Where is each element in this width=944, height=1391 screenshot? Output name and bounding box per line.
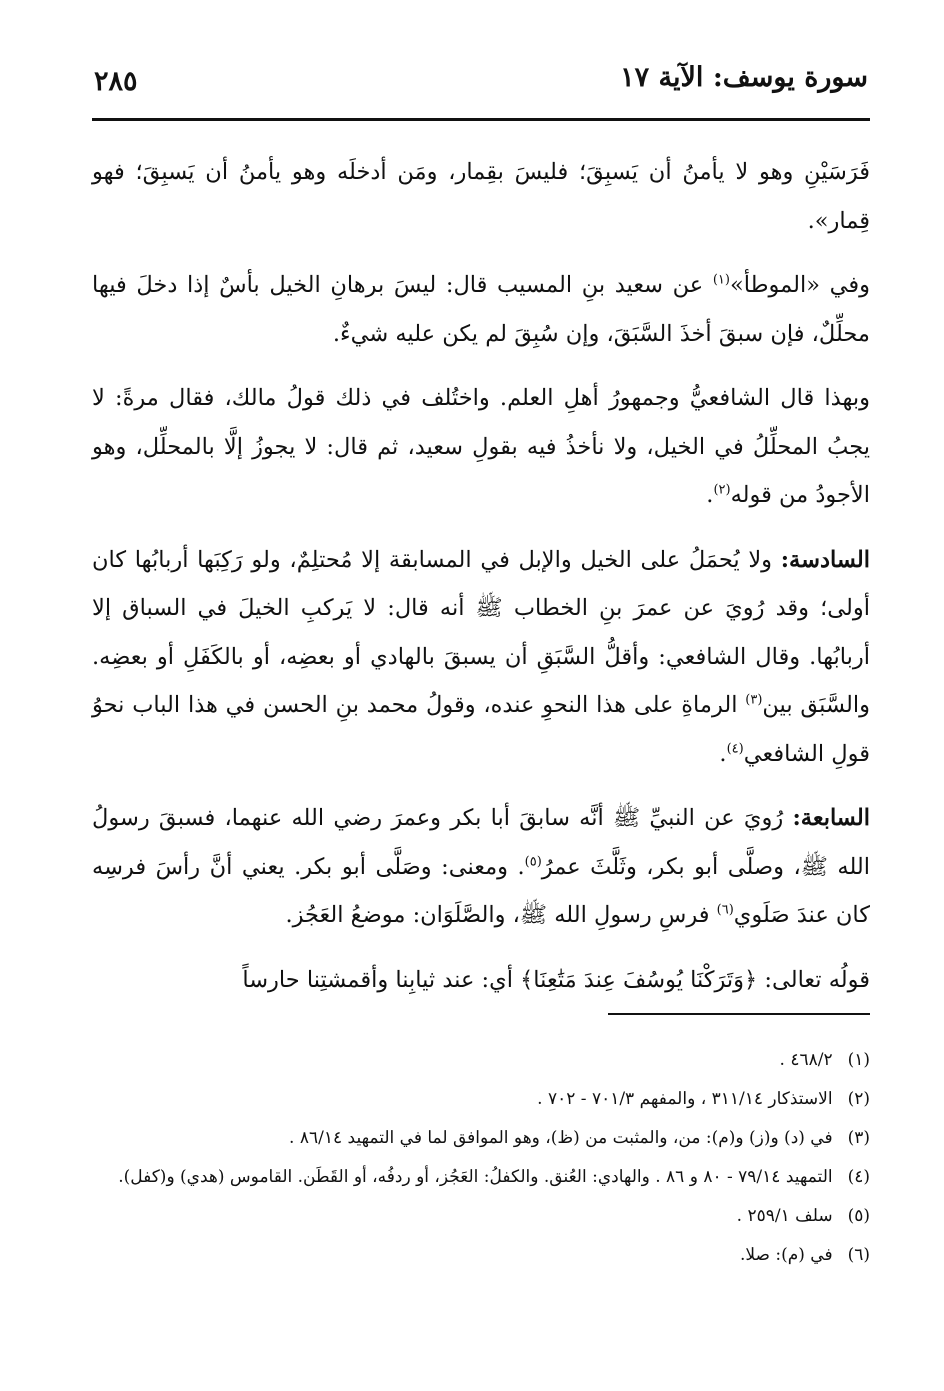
- paragraph-text: فَرَسَيْنِ وهو لا يأمنُ أن يَسبِقَ؛ فليسَ بقِمار، ومَن أدخلَه وهو يأمنُ أن يَسبِقَ؛ فهو قِمار».: [92, 159, 870, 234]
- paragraph-text: الرماةِ على هذا النحوِ عنده، وقولُ محمد بنِ الحسن في هذا الباب نحوُ قولِ الشافعي: [92, 692, 870, 767]
- footnote-ref-4[interactable]: (٤): [726, 741, 744, 756]
- paragraph-3: [92, 374, 870, 520]
- paragraph-text: فرسِ رسولِ الله ﷺ، والصَّلَوَان: موضعُ العَجُز.: [285, 902, 717, 928]
- footnote-number: (١): [847, 1050, 870, 1070]
- footnote-text: التمهيد ٧٩/١٤ - ٨٠ و ٨٦ . والهادي: العُنق. والكفلُ: العَجُز، أو ردفُه، أو القَطَن. القاموس (هدي) و(كفل).: [118, 1167, 833, 1187]
- paragraph-text: قولُه تعالى: ﴿وَتَرَكْنَا يُوسُفَ عِندَ مَتَٰعِنَا﴾ أي: عند ثيابِنا وأقمشتِنا حارساً: [242, 966, 870, 993]
- paragraph-2: [92, 261, 870, 358]
- footnote-text: الاستذكار ٣١١/١٤ ، والمفهم ٧٠١/٣ - ٧٠٢ .: [537, 1089, 833, 1109]
- running-title: سورة يوسف: الآية ١٧: [620, 62, 868, 93]
- page-number: ٢٨٥: [94, 66, 138, 97]
- paragraph-text: ولا يُحمَلُ على الخيل والإبل في المسابقة إلا مُحتلِمٌ، ولو رَكِبَها أربابُها كان أولى؛ وقد رُويَ عن عمرَ بنِ الخطاب ﷺ أنه قال: لا يَركبِ الخيلَ في السباق إلا أربابُها. وقال الشافعي: وأقلُّ السَّبَقِ أن يسبقَ بالهادي أو بعضِه، أو بالكَفَلِ أو بعضِه. والسَّبَق بين: [92, 546, 870, 718]
- footnote-text: في (د) و(ز) و(م): من، والمثبت من (ظ)، وهو الموافق لما في التمهيد ٨٦/١٤ .: [289, 1128, 833, 1148]
- footnotes: [100, 1044, 870, 1278]
- running-header: [92, 62, 868, 120]
- paragraph-text: . ومعنى: وصَلَّى أبو بكر. يعني أنَّ رأسَ فرسِه كان عندَ صَلَوي: [92, 853, 870, 928]
- footnote-text: في (م): صلا.: [739, 1245, 833, 1265]
- paragraph-5: [92, 794, 870, 940]
- section-heading-sixth: السادسة:: [780, 546, 870, 573]
- paragraph-text: وبهذا قال الشافعيُّ وجمهورُ أهلِ العلم. واختُلف في ذلك قولُ مالك، فقال مرةً: لا يجبُ المحلِّلُ في الخيل، ولا نأخذُ فيه بقولِ سعيد، ثم قال: لا يجوزُ إلَّا بالمحلِّل، وهو الأجودُ من قوله: [92, 385, 870, 508]
- header-rule: [92, 118, 870, 121]
- footnote-number: (٥): [847, 1206, 870, 1226]
- footnote-6: [100, 1239, 870, 1272]
- paragraph-text: .: [706, 482, 714, 508]
- footnote-ref-3[interactable]: (٣): [745, 692, 763, 708]
- paragraph-text: رُويَ عن النبيِّ ﷺ أنَّه سابقَ أبا بكر وعمرَ رضي الله عنهما، فسبقَ رسولُ الله ﷺ، وصلَّى أبو بكر، وثَلَّثَ عمرُ: [92, 805, 870, 880]
- footnote-number: (٢): [847, 1089, 870, 1109]
- paragraph-text: .: [719, 740, 727, 767]
- footnote-number: (٦): [847, 1245, 870, 1265]
- footnote-1: [100, 1044, 870, 1077]
- footnote-divider: [608, 1013, 870, 1015]
- footnote-text: سلف ٢٥٩/١ .: [736, 1206, 833, 1226]
- paragraph-text: عن سعيد بنِ المسيب قال: ليسَ برهانِ الخيل بأسٌ إذا دخلَ فيها محلِّلٌ، فإن سبقَ أخذَ السَّبَقَ، وإن سُبِقَ لم يكن عليه شيءٌ.: [92, 272, 870, 347]
- footnote-text: ٤٦٨/٢ .: [779, 1050, 833, 1070]
- paragraph-4: [92, 536, 870, 779]
- footnote-ref-1[interactable]: (١): [712, 272, 730, 288]
- footnote-3: [100, 1122, 870, 1155]
- paragraph-1: [92, 148, 870, 245]
- footnote-number: (٤): [847, 1167, 870, 1187]
- main-text: [92, 148, 870, 1020]
- footnote-ref-5[interactable]: (٥): [524, 854, 542, 869]
- footnote-2: [100, 1083, 870, 1116]
- footnote-ref-6[interactable]: (٦): [716, 902, 734, 918]
- paragraph-6: [92, 956, 870, 1005]
- section-heading-seventh: السابعة:: [792, 805, 870, 831]
- footnote-5: [100, 1200, 870, 1233]
- footnote-number: (٣): [847, 1128, 870, 1148]
- footnote-4: [100, 1161, 870, 1194]
- footnote-ref-2[interactable]: (٢): [713, 482, 731, 498]
- paragraph-text: وفي «الموطأ»: [729, 272, 870, 298]
